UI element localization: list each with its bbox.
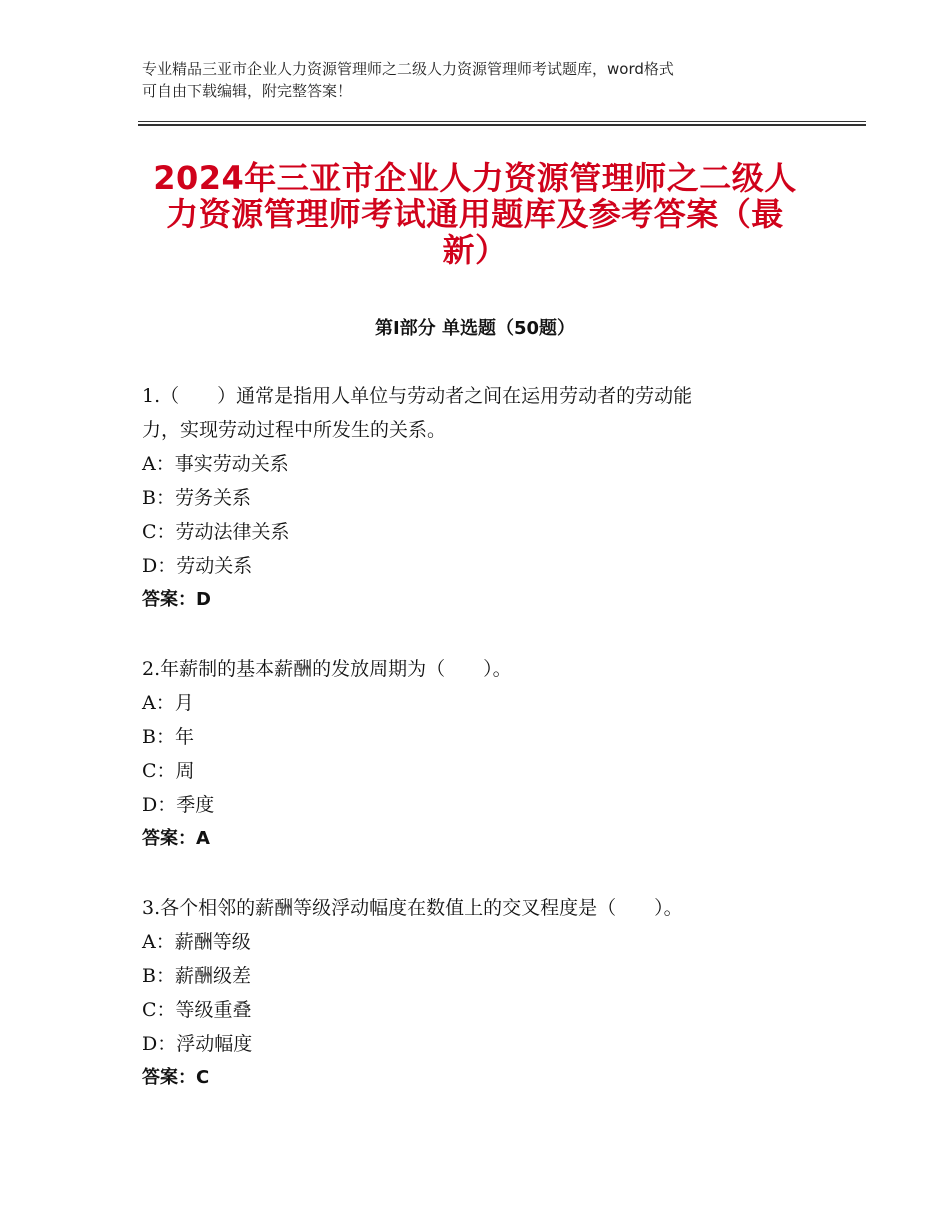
question-stem-line: 3.各个相邻的薪酬等级浮动幅度在数值上的交叉程度是（ ）。 [142,897,683,919]
document-title [140,160,810,268]
question-1 [142,379,822,617]
option-d: D：浮动幅度 [142,1033,253,1055]
option-c: C：周 [142,760,195,782]
question-stem-line: 1.（ ）通常是指用人单位与劳动者之间在运用劳动者的劳动能 [142,385,693,407]
header-note [142,58,822,102]
title-line-2: 力资源管理师考试通用题库及参考答案（最 [166,195,784,233]
option-c: C：等级重叠 [142,999,252,1021]
answer: 答案：D [142,589,211,610]
header-divider-thick [138,124,866,126]
answer: 答案：A [142,828,210,849]
title-line-1: 2024年三亚市企业人力资源管理师之二级人 [153,159,797,197]
section-heading: 第Ⅰ部分 单选题（50题） [374,318,575,339]
option-b: B：劳务关系 [142,487,251,509]
question-stem-line: 2.年薪制的基本薪酬的发放周期为（ ）。 [142,658,512,680]
header-divider-thin [138,121,866,122]
question-3 [142,891,822,1095]
option-a: A：薪酬等级 [142,931,251,953]
option-d: D：劳动关系 [142,555,253,577]
option-d: D：季度 [142,794,215,816]
option-c: C：劳动法律关系 [142,521,290,543]
header-note-line-2: 可自由下载编辑，附完整答案！ [142,82,353,100]
title-line-3: 新） [442,231,508,269]
question-stem-line: 力，实现劳动过程中所发生的关系。 [142,419,447,441]
option-a: A：月 [142,692,194,714]
question-2 [142,652,822,856]
option-a: A：事实劳动关系 [142,453,289,475]
answer: 答案：C [142,1067,210,1088]
header-note-line-1: 专业精品三亚市企业人力资源管理师之二级人力资源管理师考试题库，word格式 [142,60,674,78]
option-b: B：薪酬级差 [142,965,251,987]
option-b: B：年 [142,726,194,748]
